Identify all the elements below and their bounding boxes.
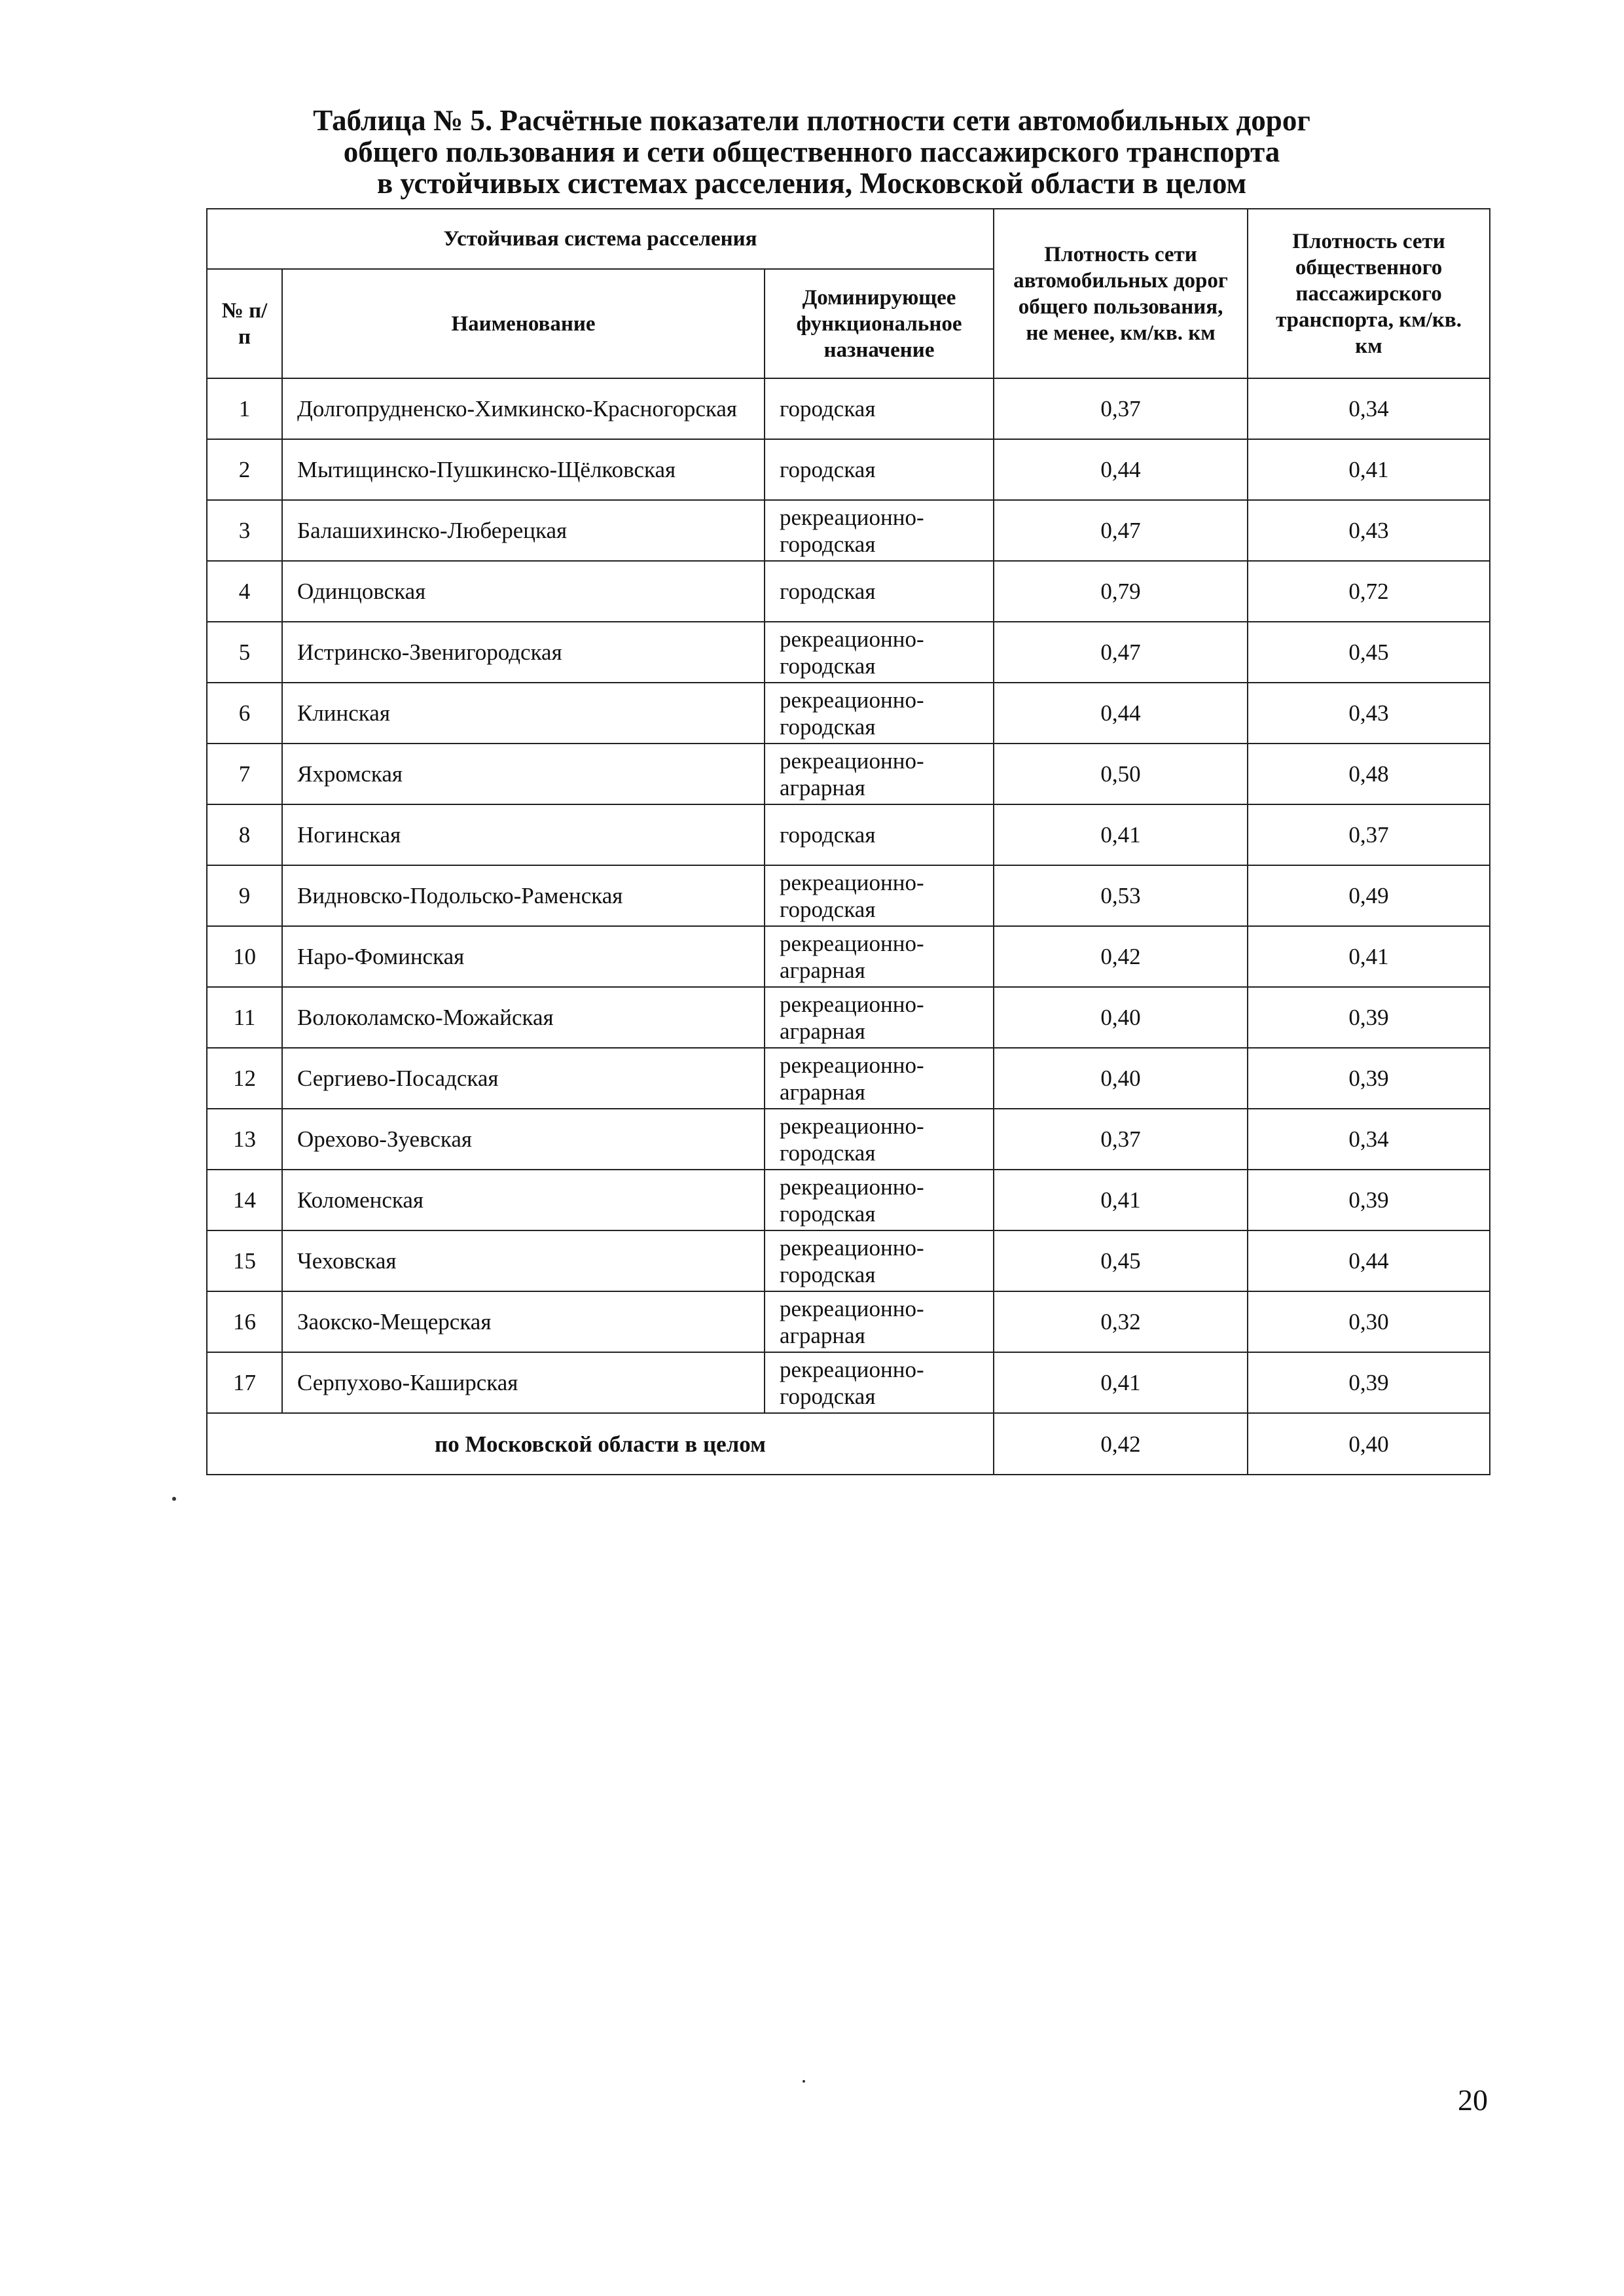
functional-purpose: городская: [765, 804, 994, 865]
transit-density-value: 0,48: [1248, 744, 1490, 804]
functional-purpose: рекреационно-аграрная: [765, 1048, 994, 1109]
table-row: [207, 1048, 1490, 1109]
row-number: 7: [207, 744, 282, 804]
settlement-name: Видновско-Подольско-Раменская: [282, 865, 765, 926]
road-density-value: 0,79: [994, 561, 1248, 622]
road-density-value: 0,53: [994, 865, 1248, 926]
road-density-value: 0,45: [994, 1230, 1248, 1291]
total-transit-density: 0,40: [1248, 1413, 1490, 1475]
transit-density-value: 0,72: [1248, 561, 1490, 622]
row-number: 5: [207, 622, 282, 683]
row-number: 4: [207, 561, 282, 622]
table-row: [207, 500, 1490, 561]
road-density-value: 0,41: [994, 1352, 1248, 1413]
functional-purpose: рекреационно-городская: [765, 1230, 994, 1291]
header-road-density: Плотность сети автомобильных дорог общего пользования, не менее, км/кв. км: [994, 209, 1248, 378]
transit-density-value: 0,39: [1248, 1352, 1490, 1413]
row-number: 12: [207, 1048, 282, 1109]
total-row: [207, 1413, 1490, 1475]
functional-purpose: рекреационно-городская: [765, 1109, 994, 1170]
functional-purpose: рекреационно-городская: [765, 622, 994, 683]
table-row: [207, 439, 1490, 500]
road-density-value: 0,41: [994, 1170, 1248, 1230]
title-line-2: общего пользования и сети общественного пассажирского транспорта: [343, 135, 1280, 168]
settlement-name: Коломенская: [282, 1170, 765, 1230]
density-table: [206, 208, 1490, 1475]
row-number: 3: [207, 500, 282, 561]
settlement-name: Мытищинско-Пушкинско-Щёлковская: [282, 439, 765, 500]
settlement-name: Чеховская: [282, 1230, 765, 1291]
transit-density-value: 0,39: [1248, 1170, 1490, 1230]
functional-purpose: рекреационно-аграрная: [765, 1291, 994, 1352]
road-density-value: 0,37: [994, 378, 1248, 439]
row-number: 11: [207, 987, 282, 1048]
table-title: [196, 105, 1427, 199]
header-transit-density: Плотность сети общественного пассажирского транспорта, км/кв. км: [1248, 209, 1490, 378]
row-number: 2: [207, 439, 282, 500]
transit-density-value: 0,30: [1248, 1291, 1490, 1352]
functional-purpose: рекреационно-аграрная: [765, 987, 994, 1048]
transit-density-value: 0,39: [1248, 1048, 1490, 1109]
table-row: [207, 683, 1490, 744]
row-number: 9: [207, 865, 282, 926]
table-row: [207, 378, 1490, 439]
row-number: 17: [207, 1352, 282, 1413]
header-function: Доминирующее функциональное назначение: [765, 269, 994, 378]
row-number: 15: [207, 1230, 282, 1291]
road-density-value: 0,50: [994, 744, 1248, 804]
settlement-name: Орехово-Зуевская: [282, 1109, 765, 1170]
transit-density-value: 0,45: [1248, 622, 1490, 683]
functional-purpose: рекреационно-городская: [765, 1352, 994, 1413]
functional-purpose: городская: [765, 561, 994, 622]
total-label: по Московской области в целом: [207, 1413, 994, 1475]
functional-purpose: рекреационно-городская: [765, 1170, 994, 1230]
functional-purpose: рекреационно-аграрная: [765, 744, 994, 804]
road-density-value: 0,47: [994, 622, 1248, 683]
table-row: [207, 561, 1490, 622]
road-density-value: 0,47: [994, 500, 1248, 561]
settlement-name: Одинцовская: [282, 561, 765, 622]
road-density-value: 0,37: [994, 1109, 1248, 1170]
page-number: 20: [1458, 2083, 1488, 2117]
transit-density-value: 0,37: [1248, 804, 1490, 865]
row-number: 1: [207, 378, 282, 439]
table-row: [207, 804, 1490, 865]
transit-density-value: 0,39: [1248, 987, 1490, 1048]
row-number: 8: [207, 804, 282, 865]
road-density-value: 0,41: [994, 804, 1248, 865]
transit-density-value: 0,41: [1248, 439, 1490, 500]
table-row: [207, 987, 1490, 1048]
road-density-value: 0,40: [994, 987, 1248, 1048]
row-number: 16: [207, 1291, 282, 1352]
table-row: [207, 744, 1490, 804]
settlement-name: Сергиево-Посадская: [282, 1048, 765, 1109]
settlement-name: Ногинская: [282, 804, 765, 865]
settlement-name: Клинская: [282, 683, 765, 744]
settlement-name: Волоколамско-Можайская: [282, 987, 765, 1048]
title-line-3: в устойчивых системах расселения, Московской области в целом: [376, 167, 1247, 200]
functional-purpose: рекреационно-городская: [765, 865, 994, 926]
table-row: [207, 1291, 1490, 1352]
table-row: [207, 926, 1490, 987]
transit-density-value: 0,34: [1248, 1109, 1490, 1170]
header-number: № п/п: [207, 269, 282, 378]
functional-purpose: рекреационно-городская: [765, 500, 994, 561]
table-row: [207, 1170, 1490, 1230]
functional-purpose: городская: [765, 439, 994, 500]
table-row: [207, 1230, 1490, 1291]
road-density-value: 0,44: [994, 683, 1248, 744]
scan-speck: [172, 1497, 176, 1501]
title-line-1: Таблица № 5. Расчётные показатели плотности сети автомобильных дорог: [313, 104, 1310, 137]
header-name: Наименование: [282, 269, 765, 378]
table-row: [207, 622, 1490, 683]
transit-density-value: 0,43: [1248, 683, 1490, 744]
scan-speck: [803, 2080, 805, 2083]
settlement-name: Заокско-Мещерская: [282, 1291, 765, 1352]
transit-density-value: 0,34: [1248, 378, 1490, 439]
settlement-name: Яхромская: [282, 744, 765, 804]
settlement-name: Долгопрудненско-Химкинско-Красногорская: [282, 378, 765, 439]
settlement-name: Истринско-Звенигородская: [282, 622, 765, 683]
header-settlement-system: Устойчивая система расселения: [207, 209, 994, 269]
transit-density-value: 0,49: [1248, 865, 1490, 926]
row-number: 6: [207, 683, 282, 744]
road-density-value: 0,42: [994, 926, 1248, 987]
road-density-value: 0,32: [994, 1291, 1248, 1352]
table-row: [207, 865, 1490, 926]
settlement-name: Балашихинско-Люберецкая: [282, 500, 765, 561]
table-row: [207, 1109, 1490, 1170]
row-number: 13: [207, 1109, 282, 1170]
transit-density-value: 0,43: [1248, 500, 1490, 561]
settlement-name: Серпухово-Каширская: [282, 1352, 765, 1413]
row-number: 14: [207, 1170, 282, 1230]
row-number: 10: [207, 926, 282, 987]
road-density-value: 0,44: [994, 439, 1248, 500]
settlement-name: Наро-Фоминская: [282, 926, 765, 987]
total-road-density: 0,42: [994, 1413, 1248, 1475]
table-row: [207, 1352, 1490, 1413]
table-body: [207, 378, 1490, 1475]
functional-purpose: рекреационно-аграрная: [765, 926, 994, 987]
transit-density-value: 0,41: [1248, 926, 1490, 987]
road-density-value: 0,40: [994, 1048, 1248, 1109]
functional-purpose: рекреационно-городская: [765, 683, 994, 744]
transit-density-value: 0,44: [1248, 1230, 1490, 1291]
functional-purpose: городская: [765, 378, 994, 439]
